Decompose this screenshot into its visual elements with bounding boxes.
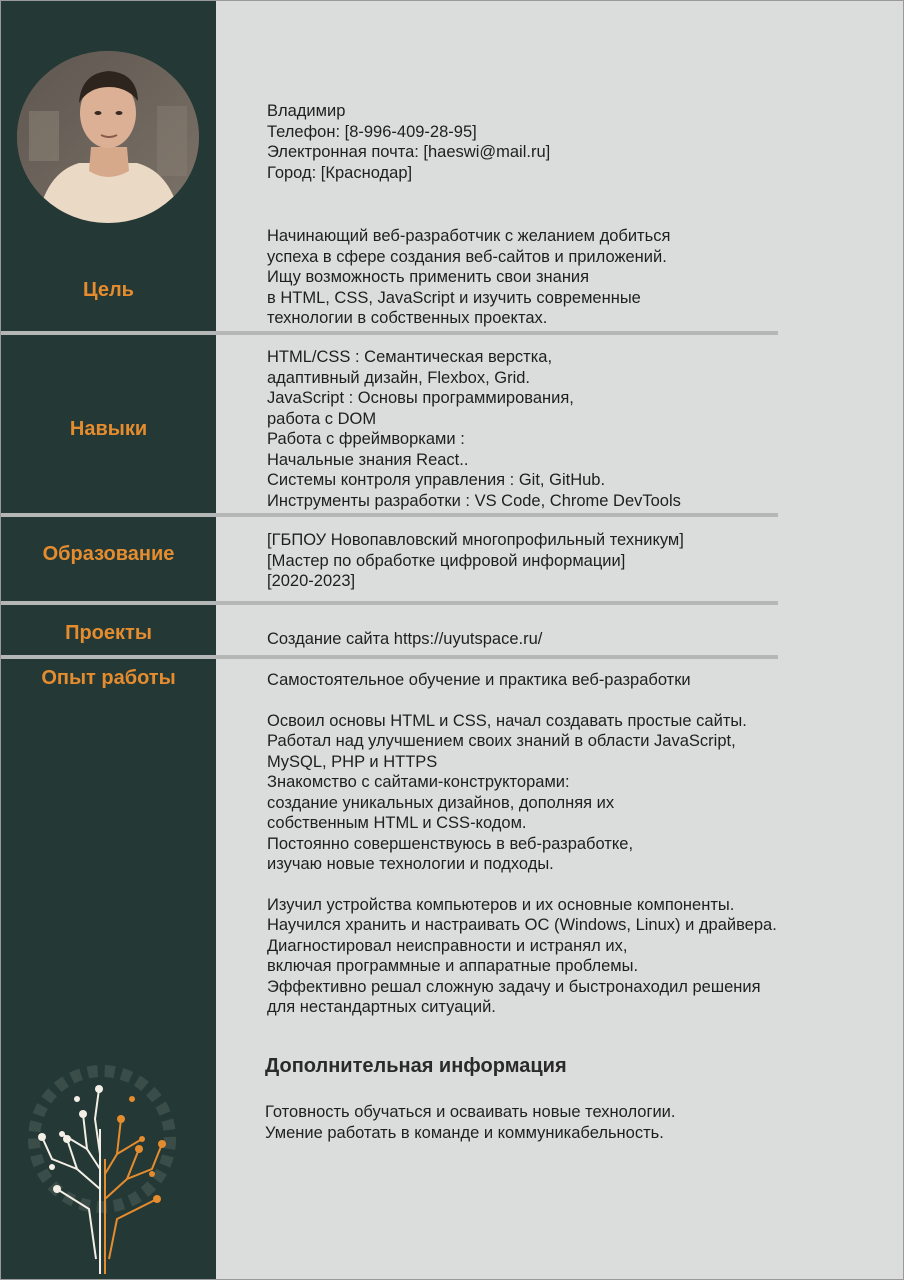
skills-line: Начальные знания React.. <box>267 450 469 469</box>
education-line: [ГБПОУ Новопавловский многопрофильный техникум] <box>267 531 684 549</box>
contact-email: Электронная почта: [haeswi@mail.ru] <box>267 143 551 161</box>
contact-city: Город: [Краснодар] <box>267 163 413 182</box>
experience-line: Постоянно совершенствуюсь в веб-разработке, <box>267 834 634 853</box>
projects-text <box>267 629 542 650</box>
additional-info-heading: Дополнительная информация <box>265 1055 567 1077</box>
experience-line: изучаю новые технологии и подходы. <box>267 855 554 873</box>
skills-line: Работа с фреймворками : <box>267 430 465 448</box>
skills-line: адаптивный дизайн, Flexbox, Grid. <box>267 368 531 387</box>
experience-line: Освоил основы HTML и CSS, начал создавать простые сайты. <box>267 711 747 730</box>
experience-line: Эффективно решал сложную задачу и быстронаходил решения <box>267 977 761 996</box>
section-label-projects: Проекты <box>65 622 152 644</box>
education-line: [2020-2023] <box>267 572 356 590</box>
experience-line: собственным HTML и CSS-кодом. <box>267 814 527 832</box>
divider <box>1 655 778 659</box>
experience-line: Научился хранить и настраивать ОС (Windows, Linux) и драйвера. <box>267 916 777 934</box>
section-label-skills: Навыки <box>69 418 148 440</box>
experience-line: Знакомство с сайтами-конструкторами: <box>267 773 570 791</box>
experience-line: MySQL, PHP и HTTPS <box>267 752 438 771</box>
experience-line: Диагностировал неисправности и истранял их, <box>267 936 628 955</box>
section-label-education: Образование <box>42 543 175 565</box>
section-label-goal: Цель <box>83 279 134 301</box>
divider <box>1 513 778 517</box>
experience-line: Работал над улучшением своих знаний в области JavaScript, <box>267 732 736 750</box>
contact-name: Владимир <box>267 102 346 120</box>
goal-line: технологии в собственных проектах. <box>267 309 548 327</box>
education-line: [Мастер по обработке цифровой информации] <box>267 551 626 570</box>
experience-line: Изучил устройства компьютеров и их основные компоненты. <box>267 895 735 914</box>
tech-tree-icon <box>17 1059 187 1274</box>
skills-line: Инструменты разработки : VS Code, Chrome DevTools <box>267 491 681 510</box>
additional-info-text <box>265 1102 675 1143</box>
experience-line: включая программные и аппаратные проблемы. <box>267 957 639 975</box>
goal-line: Начинающий веб-разработчик с желанием добиться <box>267 227 671 245</box>
contact-block <box>267 101 550 183</box>
education-text <box>267 530 684 592</box>
project-link[interactable]: Создание сайта https://uyutspace.ru/ <box>267 630 543 648</box>
divider <box>1 331 778 335</box>
goal-line: в HTML, CSS, JavaScript и изучить современные <box>267 288 641 307</box>
goal-line: успеха в сфере создания веб-сайтов и приложений. <box>267 247 667 266</box>
skills-line: JavaScript : Основы программирования, <box>267 389 574 407</box>
experience-line: для нестандартных ситуаций. <box>267 998 496 1016</box>
divider <box>1 601 778 605</box>
goal-line: Ищу возможность применить свои знания <box>267 268 590 286</box>
additional-line: Умение работать в команде и коммуникабельность. <box>265 1123 664 1142</box>
experience-title: Самостоятельное обучение и практика веб-разработки <box>267 671 691 689</box>
skills-line: HTML/CSS : Семантическая верстка, <box>267 348 553 366</box>
experience-text <box>267 670 777 1018</box>
goal-text <box>267 226 670 329</box>
experience-line: создание уникальных дизайнов, дополняя их <box>267 793 615 812</box>
contact-phone: Телефон: [8-996-409-28-95] <box>267 122 477 141</box>
skills-text <box>267 347 681 511</box>
profile-photo <box>17 51 199 223</box>
person-portrait-icon <box>17 51 199 223</box>
skills-line: Системы контроля управления : Git, GitHub. <box>267 471 606 489</box>
section-label-experience: Опыт работы <box>41 667 176 689</box>
additional-line: Готовность обучаться и осваивать новые технологии. <box>265 1103 676 1121</box>
skills-line: работа с DOM <box>267 409 377 428</box>
